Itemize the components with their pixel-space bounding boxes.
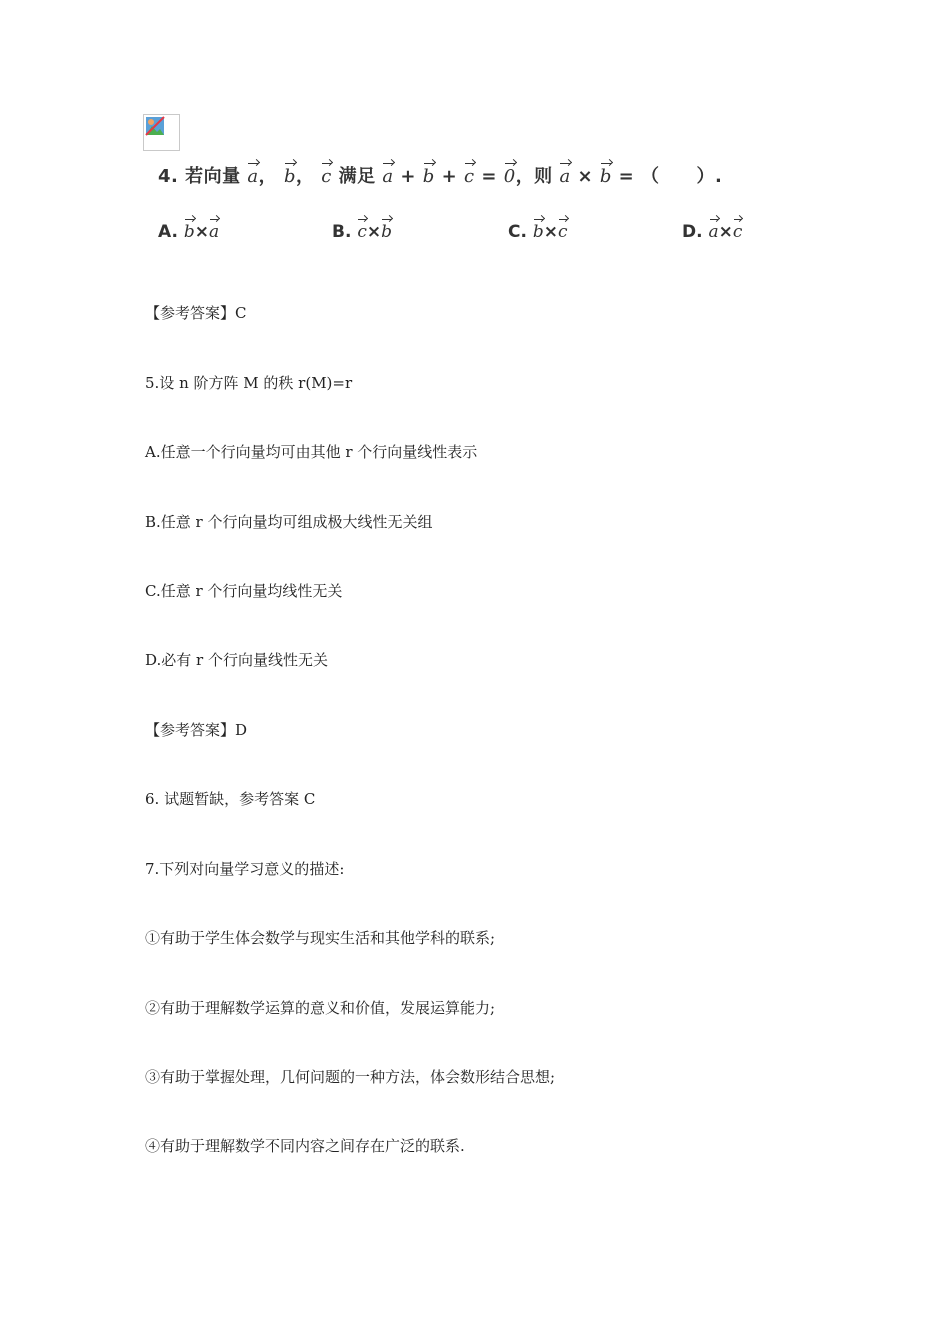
question-7-item-2: ②有助于理解数学运算的意义和价值，发展运算能力;: [145, 999, 496, 1017]
question-7-item-1: ①有助于学生体会数学与现实生活和其他学科的联系;: [145, 929, 496, 947]
question-7-item-4: ④有助于理解数学不同内容之间存在广泛的联系.: [145, 1137, 465, 1155]
zero-vector: 0: [504, 162, 516, 187]
question-4-image: [158, 162, 798, 252]
answer-q5: 【参考答案】D: [145, 721, 248, 739]
question-5-option-a: A.任意一个行向量均可由其他 r 个行向量线性表示: [145, 443, 478, 461]
option-b: B. c×b: [332, 218, 392, 242]
vector-a: a: [247, 162, 258, 187]
question-7-item-3: ③有助于掌握处理，几何问题的一种方法，体会数形结合思想;: [145, 1068, 556, 1086]
question-5-option-d: D.必有 r 个行向量线性无关: [145, 651, 328, 669]
option-a: A. b×a: [158, 218, 219, 242]
broken-image-icon: [143, 114, 180, 151]
answer-q4: 【参考答案】C: [145, 304, 247, 322]
vector-b: b: [284, 162, 296, 187]
question-5-option-c: C.任意 r 个行向量均线性无关: [145, 582, 343, 600]
option-d: D. a×c: [682, 218, 742, 242]
question-6: 6. 试题暂缺，参考答案 C: [145, 790, 316, 808]
question-5-option-b: B.任意 r 个行向量均可组成极大线性无关组: [145, 513, 433, 531]
option-c: C. b×c: [508, 218, 568, 242]
question-4-stem: 4. 若向量 a， b， c 满足 a + b + c = 0，则 a × b = （ ）.: [158, 162, 722, 188]
question-5-stem: 5.设 n 阶方阵 M 的秩 r(M)=r: [145, 374, 353, 392]
vector-c: c: [321, 162, 332, 187]
question-7-stem: 7.下列对向量学习意义的描述:: [145, 860, 345, 878]
